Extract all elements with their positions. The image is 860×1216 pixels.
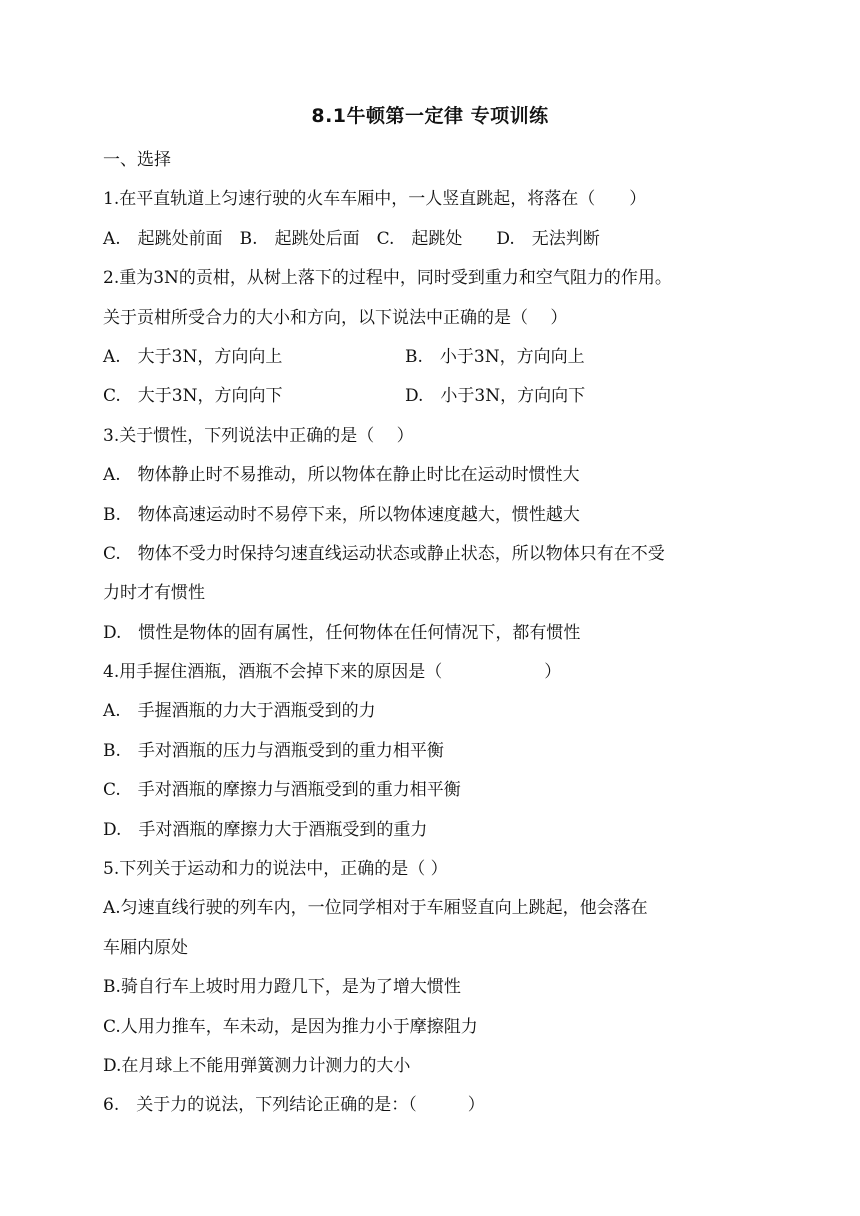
question-3-option-a: A. 物体静止时不易推动，所以物体在静止时比在运动时惯性大 [103, 465, 580, 486]
question-3-option-b: B. 物体高速运动时不易停下来，所以物体速度越大，惯性越大 [103, 504, 580, 525]
question-6-stem: 6. 关于力的说法，下列结论正确的是：（ ） [103, 1095, 485, 1116]
question-4-option-d: D. 手对酒瓶的摩擦力大于酒瓶受到的重力 [103, 819, 428, 840]
question-3-option-c-continued: 力时才有惯性 [103, 583, 205, 604]
question-2-stem: 2.重为3N的贡柑，从树上落下的过程中，同时受到重力和空气阻力的作用。 [103, 268, 672, 289]
section-heading: 一、选择 [103, 150, 171, 170]
question-3-stem: 3.关于惯性，下列说法中正确的是（ ） [103, 425, 414, 446]
question-2-option-a: A. 大于3N，方向向上 [103, 346, 283, 367]
question-5-option-a: A.匀速直线行驶的列车内，一位同学相对于车厢竖直向上跳起，他会落在 [103, 898, 648, 919]
question-4-option-a: A. 手握酒瓶的力大于酒瓶受到的力 [103, 701, 376, 722]
question-3-option-c: C. 物体不受力时保持匀速直线运动状态或静止状态，所以物体只有在不受 [103, 543, 665, 564]
question-2-stem-continued: 关于贡柑所受合力的大小和方向，以下说法中正确的是（ ） [103, 307, 568, 328]
question-2-option-b: B. 小于3N，方向向上 [405, 346, 585, 367]
document-title: 8.1牛顿第一定律 专项训练 [311, 105, 549, 127]
question-4-option-b: B. 手对酒瓶的压力与酒瓶受到的重力相平衡 [103, 740, 444, 761]
question-2-options-row-1 [103, 338, 763, 377]
question-5-option-d: D.在月球上不能用弹簧测力计测力的大小 [103, 1055, 411, 1076]
question-5-option-a-continued: 车厢内原处 [103, 937, 188, 958]
question-2-option-d: D. 小于3N，方向向下 [405, 386, 586, 407]
question-2-option-c: C. 大于3N，方向向下 [103, 386, 283, 407]
question-5-stem: 5.下列关于运动和力的说法中，正确的是（ ） [103, 859, 448, 880]
question-5-option-b: B.骑自行车上坡时用力蹬几下，是为了增大惯性 [103, 977, 461, 998]
question-1-stem: 1.在平直轨道上匀速行驶的火车车厢中，一人竖直跳起，将落在（ ） [103, 189, 647, 210]
question-2-options-row-2 [103, 377, 763, 416]
question-3-option-d: D. 惯性是物体的固有属性，任何物体在任何情况下，都有惯性 [103, 622, 581, 643]
document-body [103, 141, 763, 1126]
question-4-option-c: C. 手对酒瓶的摩擦力与酒瓶受到的重力相平衡 [103, 780, 461, 801]
question-4-stem: 4.用手握住酒瓶，酒瓶不会掉下来的原因是（ ） [103, 662, 562, 683]
question-5-option-c: C.人用力推车，车未动，是因为推力小于摩擦阻力 [103, 1016, 478, 1037]
question-1-options: A. 起跳处前面 B. 起跳处后面 C. 起跳处 D. 无法判断 [103, 228, 600, 249]
